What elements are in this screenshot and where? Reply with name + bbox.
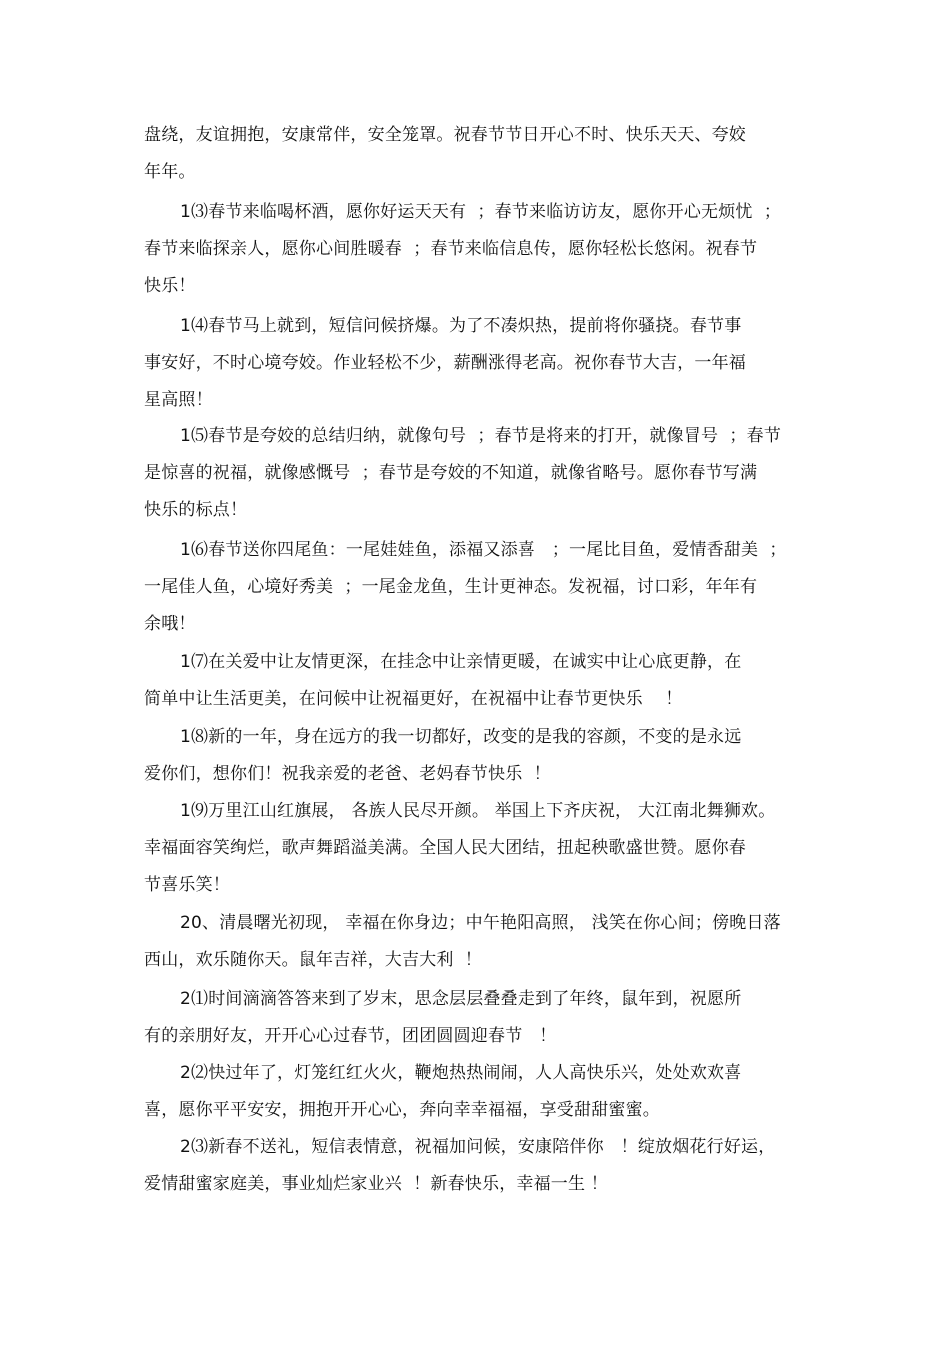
text-line: 喜，愿你平平安安，拥抱开开心心，奔向幸幸福福，享受甜甜蜜蜜。	[144, 1100, 660, 1120]
text-line: 2⑵快过年了，灯笼红红火火，鞭炮热热闹闹，人人高快乐兴，处处欢欢喜	[180, 1063, 742, 1083]
text-line: 事安好，不时心境夸姣。作业轻松不少，薪酬涨得老高。祝你春节大吉，一年福	[144, 353, 746, 373]
text-line: 春节来临探亲人，愿你心间胜暖春 ；春节来临信息传，愿你轻松长悠闲。祝春节	[144, 239, 758, 259]
text-line: 1⑹春节送你四尾鱼：一尾娃娃鱼，添福又添喜 ；一尾比目鱼，爱情香甜美 ；	[180, 540, 787, 560]
text-line: 余哦！	[144, 614, 196, 634]
text-line: 1⑶春节来临喝杯酒，愿你好运天天有 ；春节来临访访友，愿你开心无烦忧 ；	[180, 202, 782, 222]
text-line: 星高照！	[144, 390, 213, 410]
text-line: 节喜乐笑！	[144, 875, 230, 895]
text-line: 爱你们，想你们！祝我亲爱的老爸、老妈春节快乐 ！	[144, 764, 551, 784]
text-line: 快乐的标点！	[144, 500, 248, 520]
text-line: 1⑻新的一年，身在远方的我一切都好，改变的是我的容颜，不变的是永远	[180, 727, 742, 747]
text-line: 2⑶新春不送礼，短信表情意，祝福加问候，安康陪伴你 ！绽放烟花行好运，	[180, 1137, 776, 1157]
text-line: 幸福面容笑绚烂，歌声舞蹈溢美满。全国人民大团结，扭起秧歌盛世赞。愿你春	[144, 838, 746, 858]
text-line: 一尾佳人鱼，心境好秀美 ；一尾金龙鱼，生计更神态。发祝福，讨口彩，年年有	[144, 577, 758, 597]
text-line: 简单中让生活更美，在问候中让祝福更好，在祝福中让春节更快乐 ！	[144, 689, 683, 709]
text-line: 有的亲朋好友，开开心心过春节，团团圆圆迎春节 ！	[144, 1026, 557, 1046]
text-line: 1⑸春节是夸姣的总结归纳，就像句号 ；春节是将来的打开，就像冒号 ；春节	[180, 426, 782, 446]
text-line: 盘绕，友谊拥抱，安康常伴，安全笼罩。祝春节节日开心不时、快乐天天、夸姣	[144, 125, 746, 145]
text-line: 2⑴时间滴滴答答来到了岁末，思念层层叠叠走到了年终，鼠年到，祝愿所	[180, 989, 742, 1009]
text-line: 年年。	[144, 162, 196, 182]
text-line: 1⑷春节马上就到，短信问候挤爆。为了不凑炽热，提前将你骚挠。春节事	[180, 316, 742, 336]
text-line: 爱情甜蜜家庭美，事业灿烂家业兴 ！新春快乐，幸福一生 ！	[144, 1174, 609, 1194]
text-line: 1⑼万里江山红旗展， 各族人民尽开颜。 举国上下齐庆祝， 大江南北舞狮欢。	[180, 801, 776, 821]
text-line: 快乐！	[144, 276, 196, 296]
text-line: 20、清晨曙光初现， 幸福在你身边；中午艳阳高照， 浅笑在你心间；傍晚日落	[180, 913, 781, 933]
text-line: 1⑺在关爱中让友情更深，在挂念中让亲情更暖，在诚实中让心底更静，在	[180, 652, 742, 672]
text-line: 西山，欢乐随你天。鼠年吉祥，大吉大利 ！	[144, 950, 483, 970]
text-line: 是惊喜的祝福，就像感慨号 ；春节是夸姣的不知道，就像省略号。愿你春节写满	[144, 463, 758, 483]
